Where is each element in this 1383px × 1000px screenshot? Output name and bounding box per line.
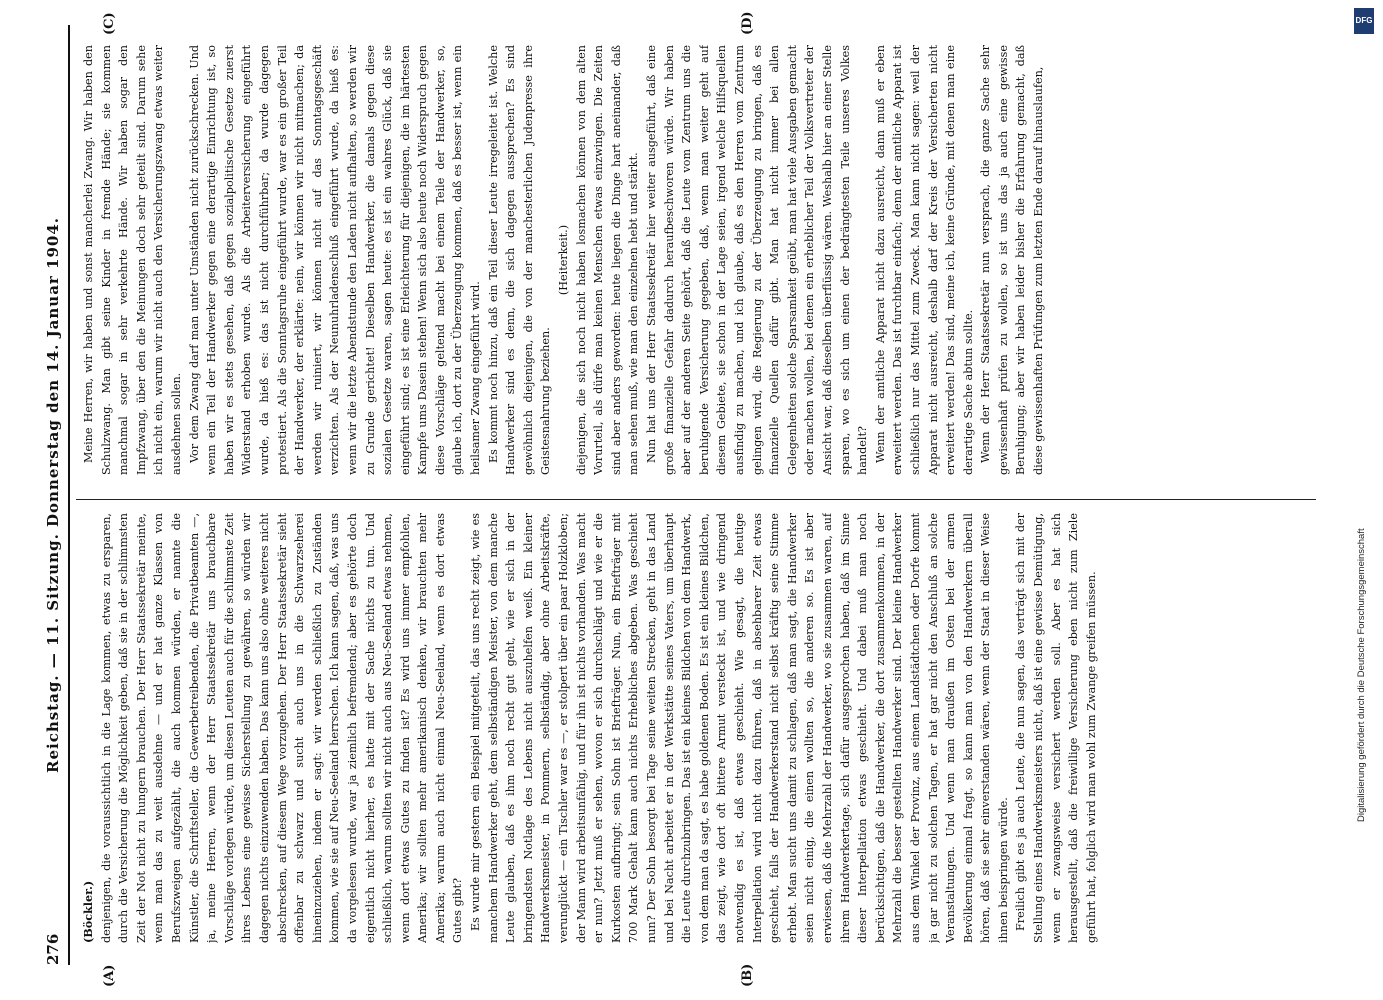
margin-marker-d: (D): [740, 11, 755, 35]
speaker-label: (Böckler.): [81, 880, 95, 943]
paragraph: denjenigen, die voraussichtlich in die Lage kommen, etwas zu ersparen, durch die Versicherung die Möglichkeit geben, daß sie in der schlimmsten Zeit der Not nicht zu hungern brauchen. Der Herr Staatssekretär meinte, wenn man das zu weit ausdehne — und er hat ganze Klassen von Berufszweigen aufgezählt, die auch kommen würden, er nannte die Künstler, die Schriftsteller, die Gewerbetreibenden, die Privatbeamten —, ja, meine Herren, wenn der Herr Staatssekretär uns brauchbare Vorschläge vorlegen würde, um diesen Leuten auch für die schlimmste Zeit ihres Lebens eine gewisse Sicherstellung zu gewähren, so würden wir dagegen nichts einzuwenden haben. Das kann uns also ohne weiteres nicht abschrecken, auf diesem Wege vorzugehen. Der Herr Staatssekretär sieht offenbar zu schwarz und sucht auch uns in die Schwarzseherei hineinzuziehen, indem er sagt: wir werden schließlich zu Zuständen kommen, wie sie auf Neu-Seeland herrschen. Ich kann sagen, daß, was uns da vorgelesen wurde, war ja ziemlich befremdend; aber es gehörte doch eigentlich nicht hierher, es hatte mit der Sache nichts zu tun. Und schließlich, warum sollten wir nicht auch aus Neu-Seeland etwas nehmen, wenn dort etwas Gutes zu finden ist? Es wird uns immer empfohlen, Amerika; wir sollten mehr amerikanisch denken, wir brauchten mehr Amerika; warum auch nicht einmal Neu-Seeland, wenn es dort etwas Gutes gibt?: [99, 513, 465, 943]
digitization-note: Digitalisierung gefördert durch die Deutsche Forschungsgemeinschaft: [1356, 528, 1367, 822]
page-header: [40, 25, 70, 965]
dfg-logo: DFG: [1354, 8, 1374, 34]
paragraph: Nun hat uns der Herr Staatssekretär hier weiter ausgeführt, daß eine große finanzielle Gefahr dadurch heraufbeschworen würde. Wir haben aber auf der anderen Seite gehört, daß die Leute vom Zentrum uns die beruhigende Versicherung gegeben, daß, wenn man weiter geht auf diesem Gebiete, sie schon in der Lage seien, irgend welche Hilfsquellen ausfindig zu machen, und ich glaube, daß es den Herren vom Zentrum gelingen wird, die Regierung zu der Überzeugung zu bringen, daß es finanzielle Quellen dafür gibt. Man hat nicht immer bei allen Gelegenheiten solche Sparsamkeit geübt, man hat viele Ausgaben gemacht oder machen wollen, bei denen ein erheblicher Teil der Volksvertreter der Ansicht war, daß dieselben überflüssig wären. Weshalb hier an einer Stelle sparen, wo es sich um einen der bedrängtesten Teile unseres Volkes handelt?: [645, 45, 870, 475]
interjection: (Heiterkeit.): [557, 224, 571, 296]
paragraph: Wenn der amtliche Apparat nicht dazu ausreicht, dann muß er eben erweitert werden. Das ist furchtbar einfach; denn der amtliche Apparat ist schließlich nur das Mittel zum Zweck. Man kann nicht sagen: weil der Apparat nicht ausreicht, deshalb darf der Kreis der Versicherten nicht erweitert werden! Das sind, meine ich, keine Gründe, mit denen man eine derartige Sache abtun sollte.: [873, 45, 975, 475]
margin-marker-c: (C): [102, 12, 117, 35]
paragraph: Freilich gibt es ja auch Leute, die nun sagen, das verträgt sich mit der Stellung eines Handwerksmeisters nicht, daß ist eine gewisse Demütigung, wenn er zwangsweise versichert werden soll. Aber es hat sich herausgestellt, daß die freiwillige Versicherung eben nicht zum Ziele geführt hat, folglich wird man wohl zum Zwange greifen müssen.: [1014, 513, 1098, 943]
margin-marker-b: (B): [740, 963, 755, 987]
right-column: [80, 45, 1330, 475]
dfg-sidebar: [1352, 8, 1376, 988]
column-divider: [76, 499, 1316, 500]
paragraph: Wenn der Herr Staatssekretär nun versprach, die ganze Sache sehr gewissenhaft prüfen zu wollen, so ist uns das ja auch eine gewisse Beruhigung; aber wir haben leider bisher die Erfahrung gemacht, daß diese gewissenhaften Prüfungen zum letzten Ende darauf hinauslaufen,: [979, 45, 1046, 475]
paragraph: Vor dem Zwang darf man unter Umständen nicht zurückschrecken. Und wenn ein Teil der Handwerker gegen eine derartige Einrichtung ist, so haben wir es stets gesehen, daß gegen sozialpolitische Gesetze zuerst Widerstand erhoben wurde. Als die Arbeiterversicherung eingeführt wurde, da hieß es: das ist nicht durchführbar; da wurde dagegen protestiert. Als die Sonntagsruhe eingeführt wurde, war es ein großer Teil der Handwerker, der erklärte: nein, wir können wir nicht mitmachen; da werden wir ruiniert, wir können nicht auf das Sonntagsgeschäft verzichten. Als der Neunuhrladenschluß eingeführt wurde, da hieß es: wenn wir die letzte Abendstunde den Laden nicht aufhalten, so werden wir zu Grunde gerichtet! Dieselben Handwerker, die damals gegen diese sozialen Gesetze waren, sagen heute: es ist ein wahres Glück, daß sie eingeführt sind; es ist eine Erleichterung für diejenigen, die im härtesten Kampfe ums Dasein stehen! Wenn sich also heute noch Widerspruch gegen diese Vorschläge geltend macht bei einem Teile der Handwerker, so, glaube ich, dort zu der Überzeugung kommen, daß es besser ist, wenn ein heilsamer Zwang eingeführt wird.: [187, 45, 483, 475]
page-number: 276: [44, 933, 62, 965]
paragraph: Es kommt noch hinzu, daß ein Teil dieser Leute irregeleitet ist. Welche Handwerker sind es denn, die sich dagegen aussprechen? Es sind gewöhnlich diejenigen, die von der manchesterlichen Judenpresse ihre Geistesnahrung beziehen.: [486, 45, 553, 475]
paragraph: Meine Herren, wir haben und sonst mancherlei Zwang. Wir haben den Schulzwang. Man gibt seine Kinder in fremde Hände; sie kommen manchmal sogar in sehr verkehrte Hände. Wir haben sogar den Impfzwang, über den die Meinungen doch sehr geteilt sind. Darum sehe ich nicht ein, warum wir nicht auch den Versicherungszwang etwas weiter ausdehnen sollen.: [82, 45, 183, 475]
rotated-sheet: [40, 11, 1340, 987]
paragraph: diejenigen, die sich noch nicht haben losmachen können von dem alten Vorurteil, als dürfe man keinen Menschen etwas einzwingen. Die Zeiten sind aber anders geworden: heute liegen die Dinge hart aneinander, daß man sehen muß, wie man den einzelnen hebt und stärkt.: [574, 45, 641, 475]
paragraph: Es wurde mir gestern ein Beispiel mitgeteilt, das uns recht zeigt, wie es manchem Handwerker geht, dem selbständigen Meister, von dem manche Leute glauben, daß es ihm noch recht gut geht, wie er sich in der bringendsten Notlage des Lebens nicht auszuhelfen weiß. Ein kleiner Handwerksmeister, in Pommern, selbständig, aber ohne Arbeitskräfte, verunglückt — ein Tischler war es —, er stolpert über ein paar Holzkloben; der Mann wird arbeitsunfähig, und für ihn ist nichts vorhanden. Was macht er nun? Jetzt muß er sehen, wovon er sich durchschlägt und wie er die Kurkosten aufbringt; sein Sohn ist Briefträger. Nun, ein Briefträger mit 700 Mark Gehalt kann auch nichts Erhebliches abgeben. Was geschieht nun? Der Sohn besorgt bei Tage seine weiten Strecken, geht in das Land und bei Nacht arbeitet er in der Werkstätte seines Vaters, um überhaupt die Leute durchzubringen. Das ist ein kleines Bildchen von dem Handwerk, von dem man da sagt, es habe goldenen Boden. Es ist ein kleines Bildchen, das zeigt, wie dort oft bittere Armut versteckt ist, und wie dringend notwendig es ist, daß etwas geschieht. Wie gesagt, die heutige Interpellation wird nicht dazu führen, daß in absehbarer Zeit etwas geschieht, falls der Handwerkerstand nicht selbst kräftig seine Stimme erhebt. Man sucht uns damit zu schlagen, daß man sagt, die Handwerker seien nicht einig, die einen wollten so, die anderen so. Es ist aber erwiesen, daß die Mehrzahl der Handwerker, wo sie zusammen waren, auf ihrem Handwerkertage, sich dafür ausgesprochen haben, daß im Sinne dieser Interpellation etwas geschieht. Und dabei muß man noch berücksichtigen, daß die Handwerker, die dort zusammenkommen, in der Mehrzahl die besser gestellten Handwerker sind. Der kleine Handwerker aus dem Winkel der Provinz, aus einem Landstädtchen oder Dorfe kommt ja gar nicht zu solchen Tagen, er hat gar nicht den Anschluß an solche Veranstaltungen. Und wenn man draußen im Osten bei der armen Bevölkerung einmal fragt, so kann man von den Handwerkern überall hören, daß sie sehr einverstanden wären, wenn der Staat in dieser Weise ihnen beispringen würde.: [469, 513, 1010, 943]
margin-marker-a: (A): [102, 964, 117, 987]
left-column: [80, 513, 1330, 943]
running-title: Reichstag. — 11. Sitzung. Donnerstag den 14. Januar 1904.: [44, 216, 62, 774]
